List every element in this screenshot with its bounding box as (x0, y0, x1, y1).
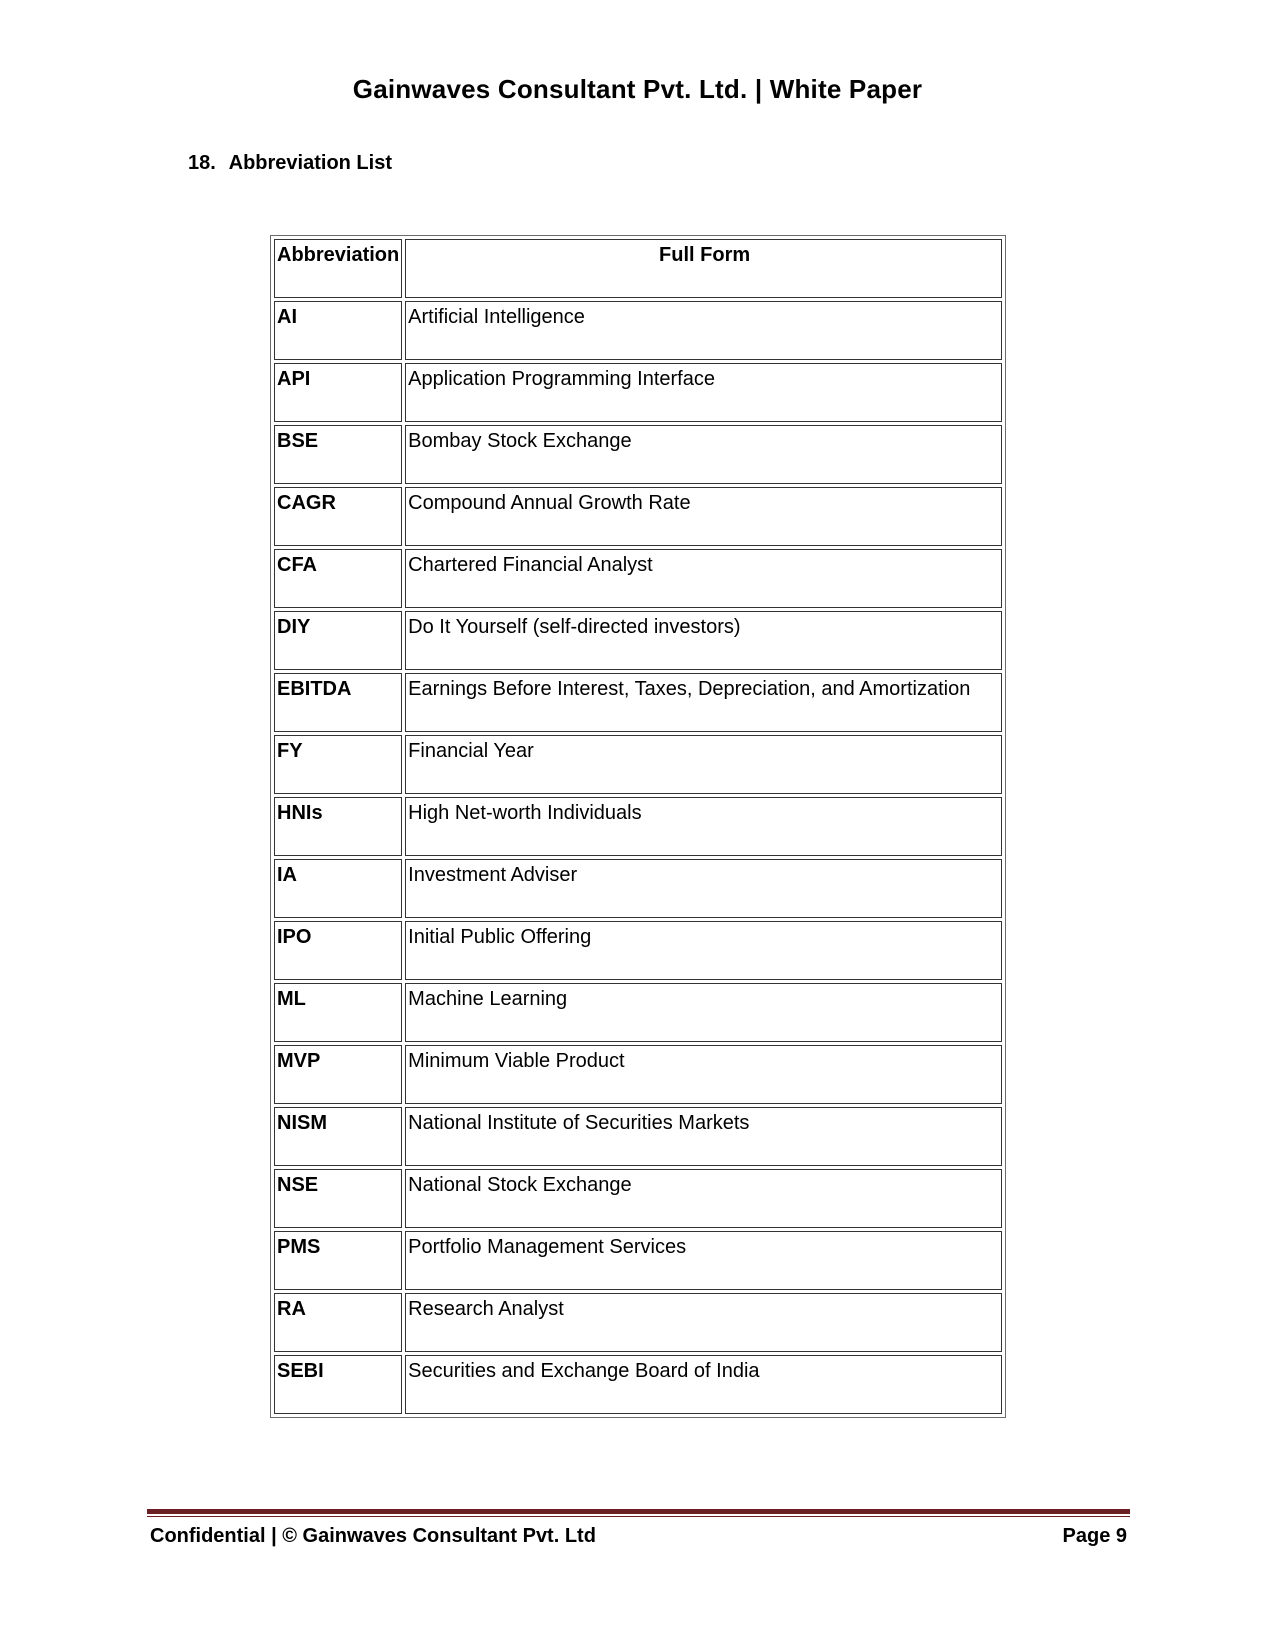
abbreviation-cell: ML (274, 983, 402, 1042)
table-row (274, 921, 1002, 980)
table-row (274, 611, 1002, 670)
footer-page-number: Page 9 (1062, 1525, 1127, 1547)
table-row (274, 1169, 1002, 1228)
full-form-cell: Chartered Financial Analyst (405, 549, 1002, 608)
full-form-cell: Application Programming Interface (405, 363, 1002, 422)
full-form-cell: Portfolio Management Services (405, 1231, 1002, 1290)
table-row (274, 549, 1002, 608)
table-row (274, 1107, 1002, 1166)
table-row (274, 1355, 1002, 1414)
table-row (274, 1293, 1002, 1352)
full-form-cell: Research Analyst (405, 1293, 1002, 1352)
abbreviation-cell: MVP (274, 1045, 402, 1104)
full-form-cell: Initial Public Offering (405, 921, 1002, 980)
full-form-cell: Machine Learning (405, 983, 1002, 1042)
table-header-row (274, 239, 1002, 298)
footer-divider (147, 1509, 1130, 1517)
full-form-cell: High Net-worth Individuals (405, 797, 1002, 856)
table-row (274, 425, 1002, 484)
full-form-cell: Securities and Exchange Board of India (405, 1355, 1002, 1414)
abbreviation-cell: IA (274, 859, 402, 918)
abbreviation-cell: SEBI (274, 1355, 402, 1414)
full-form-cell: Financial Year (405, 735, 1002, 794)
full-form-cell: National Stock Exchange (405, 1169, 1002, 1228)
abbreviation-cell: DIY (274, 611, 402, 670)
abbreviation-cell: HNIs (274, 797, 402, 856)
column-header-full-form: Full Form (405, 239, 1002, 298)
section-number: 18. (188, 152, 216, 174)
abbreviation-cell: NSE (274, 1169, 402, 1228)
abbreviation-cell: BSE (274, 425, 402, 484)
abbreviation-cell: CAGR (274, 487, 402, 546)
full-form-cell: Do It Yourself (self-directed investors) (405, 611, 1002, 670)
abbreviation-cell: IPO (274, 921, 402, 980)
abbreviation-cell: PMS (274, 1231, 402, 1290)
full-form-cell: Compound Annual Growth Rate (405, 487, 1002, 546)
section-heading (188, 152, 392, 175)
table-row (274, 1231, 1002, 1290)
section-title: Abbreviation List (228, 152, 392, 174)
abbreviation-table-container (270, 235, 1006, 1418)
footer-divider-thin-line (147, 1516, 1130, 1517)
table-row (274, 859, 1002, 918)
full-form-cell: Bombay Stock Exchange (405, 425, 1002, 484)
abbreviation-cell: AI (274, 301, 402, 360)
table-row (274, 735, 1002, 794)
abbreviation-table (270, 235, 1006, 1418)
abbreviation-cell: RA (274, 1293, 402, 1352)
full-form-cell: National Institute of Securities Markets (405, 1107, 1002, 1166)
abbreviation-cell: EBITDA (274, 673, 402, 732)
table-row (274, 487, 1002, 546)
table-row (274, 363, 1002, 422)
full-form-cell: Artificial Intelligence (405, 301, 1002, 360)
column-header-abbreviation: Abbreviation (274, 239, 402, 298)
table-row (274, 673, 1002, 732)
abbreviation-cell: NISM (274, 1107, 402, 1166)
table-row (274, 301, 1002, 360)
table-row (274, 797, 1002, 856)
abbreviation-cell: CFA (274, 549, 402, 608)
footer-confidential-notice: Confidential | © Gainwaves Consultant Pvt. Ltd (150, 1525, 596, 1547)
abbreviation-cell: FY (274, 735, 402, 794)
page-header-title: Gainwaves Consultant Pvt. Ltd. | White Paper (352, 74, 923, 104)
table-row (274, 983, 1002, 1042)
full-form-cell: Earnings Before Interest, Taxes, Depreciation, and Amortization (405, 673, 1002, 732)
full-form-cell: Investment Adviser (405, 859, 1002, 918)
table-row (274, 1045, 1002, 1104)
full-form-cell: Minimum Viable Product (405, 1045, 1002, 1104)
abbreviation-cell: API (274, 363, 402, 422)
